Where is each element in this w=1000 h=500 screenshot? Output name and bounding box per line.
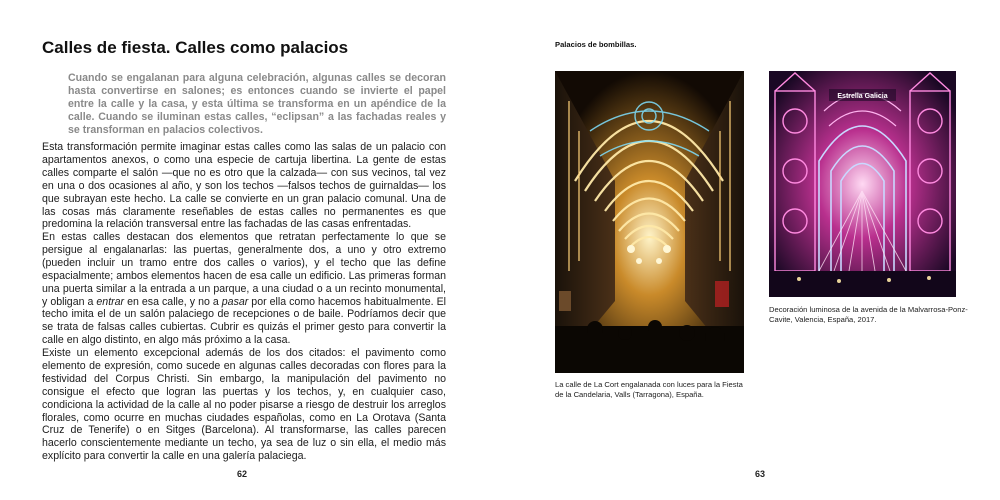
emphasis-entrar: entrar bbox=[96, 295, 125, 308]
illuminated-gateway-illustration bbox=[769, 71, 956, 297]
photo-caption-2: Decoración luminosa de la avenida de la Malvarrosa-Ponz-Cavite, Valencia, España, 2017. bbox=[769, 305, 968, 324]
lead-paragraph: Cuando se engalanan para alguna celebración, algunas calles se decoran hasta convertirse en salones; es entonces cuando se invierte el papel entre la calle y la casa, y esta última se transforma en un apéndice de la calle. Cuando se iluminan estas calles, “eclipsan” a las fachadas reales y se transforman en palacios colectivos. bbox=[68, 72, 446, 136]
right-page bbox=[500, 0, 1000, 500]
emphasis-pasar: pasar bbox=[221, 295, 249, 308]
page-number-left: 62 bbox=[237, 469, 248, 479]
body-paragraph-2-part-a: En estas calles destacan dos elementos que retratan perfectamente lo que se persigue al engalanarlas: las puertas, generalmente dos, a uno y otro extremo (pueden incluir un tramo entre dos calles o varios), y el techo que las define espacialmente; ambos elementos hacen de esa calle un edificio. Las primeras forman una puerta similar a la entrada a un parque, a una ciudad o a un recinto monumental, y obligan a bbox=[42, 231, 446, 308]
page-title: Calles de fiesta. Calles como palacios bbox=[42, 38, 349, 57]
body-paragraph-2-part-b: en esa calle, y no a bbox=[124, 295, 222, 308]
photo-malvarrosa-lights bbox=[769, 71, 956, 297]
photo-la-cort-street bbox=[555, 71, 744, 373]
body-paragraph-3: Existe un elemento excepcional además de los dos citados: el pavimento como elemento de expresión, como sucede en algunas calles decoradas con flores para la festividad del Corpus Christi. Sin embargo, la manipulación del pavimento no consigue el efecto que logran las puertas y los techos, y, en cualquier caso, condiciona la actividad de la calle al no poder pisarse a riesgo de destruir los arreglos florales, como ocurre en muchas ciudades españolas, como en La Orotava (Santa Cruz de Tenerife) o en Sitges (Barcelona). Al transformarse, las calles parecen hacerlo conscientemente mediante un techo, ya sea de luz o sin ella, el medio más explícito para convertir la calle en una galería palaciega. bbox=[42, 347, 446, 463]
body-paragraph-1: Esta transformación permite imaginar estas calles como las salas de un palacio con apartamentos anexos, o como una especie de cartuja libertina. La gente de estas calles comparte el salón —que no es otro que la calzada— con sus vecinos, tal vez en una o dos ocasiones al año, y son los techos —falsos techos de guirnaldas— los que subrayan este hecho. La calle se convierte en un gran palacio comunal. Una de las cosas más claramente reseñables de estas calles no permanentes es que predomina la relación transversal entre las fachadas de las casas enfrentadas. bbox=[42, 141, 446, 231]
body-paragraph-2 bbox=[42, 231, 446, 347]
body-paragraph-2-part-c: por ella como hacemos habitualmente. El techo imita el de un salón palaciego de recepciones o de baile. Podríamos decir que se trata de falsas calles cubiertas. Cubrir es quizás el primer gesto para convertir la calle en algo distinto, en algo más próximo a la casa. bbox=[42, 295, 446, 347]
street-lights-illustration bbox=[555, 71, 744, 373]
page-number-right: 63 bbox=[755, 469, 766, 479]
section-label: Palacios de bombillas. bbox=[555, 40, 637, 49]
photo-caption-1: La calle de La Cort engalanada con luces para la Fiesta de la Candelaria, Valls (Tarragona), España. bbox=[555, 380, 743, 399]
photo-sign-text: Estrella Galicia bbox=[837, 93, 888, 100]
